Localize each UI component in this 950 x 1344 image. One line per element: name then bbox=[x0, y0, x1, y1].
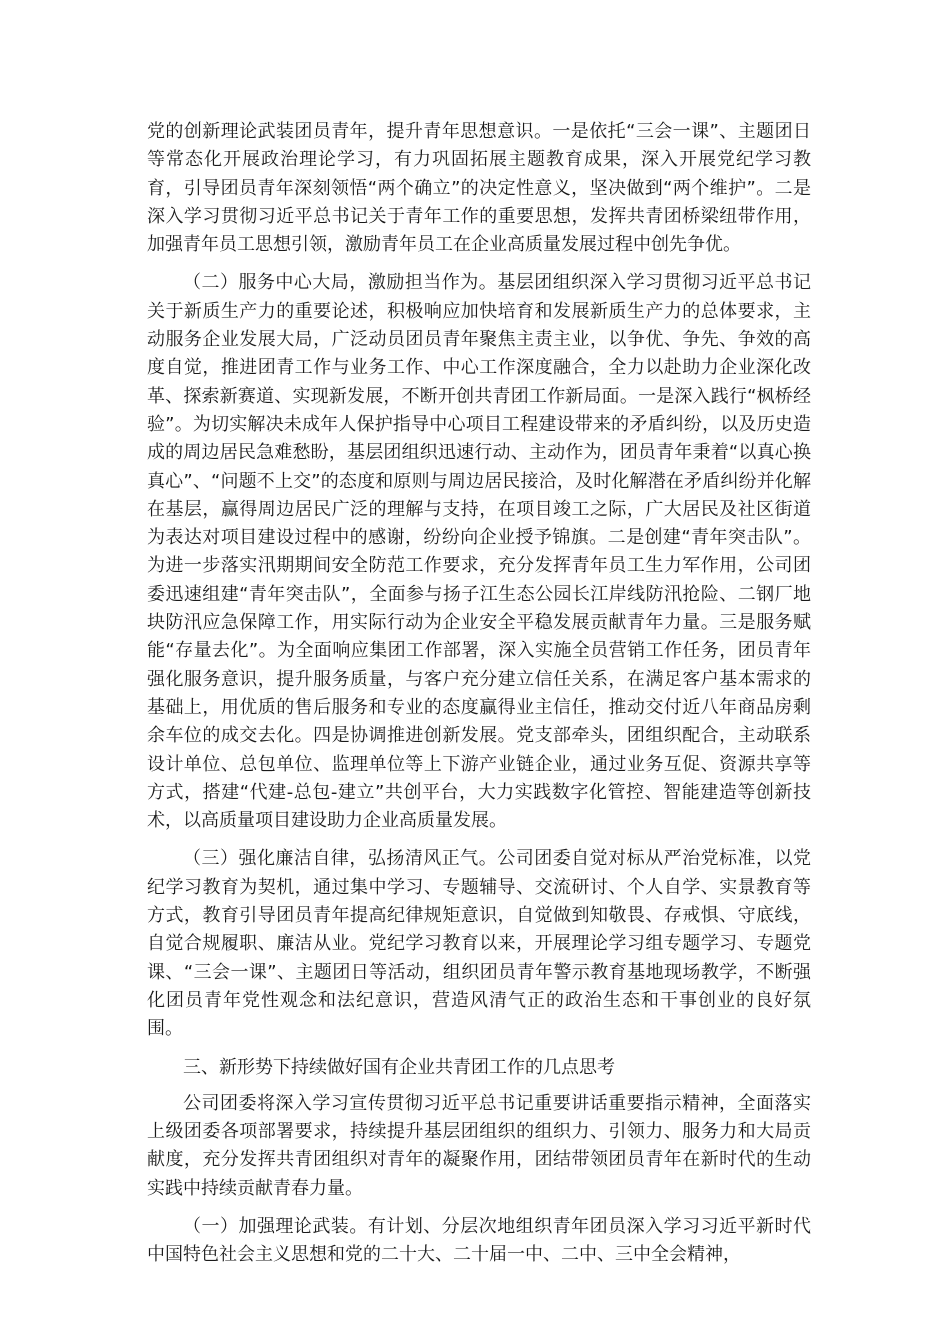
paragraph-continuation: 党的创新理论武装团员青年，提升青年思想意识。一是依托“三会一课”、主题团日等常态化开展政治理论学习，有力巩固拓展主题教育成果，深入开展党纪学习教育，引导团员青年深刻领悟“两个确立”的决定性意义，坚决做到“两个维护”。二是深入学习贯彻习近平总书记关于青年工作的重要思想，发挥共青团桥梁纽带作用，加强青年员工思想引领，激励青年员工在企业高质量发展过程中创先争优。 bbox=[147, 121, 811, 256]
document-body bbox=[147, 118, 811, 1280]
paragraph-section-3-intro: 公司团委将深入学习宣传贯彻习近平总书记重要讲话重要指示精神，全面落实上级团委各项部署要求，持续提升基层团组织的组织力、引领力、服务力和大局贡献度，充分发挥共青团组织对青年的凝聚作用，团结带领团员青年在新时代的生动实践中持续贡献青春力量。 bbox=[147, 1092, 811, 1199]
paragraph-section-2-3: （三）强化廉洁自律，弘扬清风正气。公司团委自觉对标从严治党标准，以党纪学习教育为契机，通过集中学习、专题辅导、交流研讨、个人自学、实景教育等方式，教育引导团员青年提高纪律规矩意识，自觉做到知敬畏、存戒惧、守底线，自觉合规履职、廉洁从业。党纪学习教育以来，开展理论学习组专题学习、专题党课、“三会一课”、主题团日等活动，组织团员青年警示教育基地现场教学，不断强化团员青年党性观念和法纪意识，营造风清气正的政治生态和干事创业的良好氛围。 bbox=[147, 848, 811, 1040]
section-heading-3: 三、新形势下持续做好国有企业共青团工作的几点思考 bbox=[183, 1056, 615, 1078]
paragraph-section-3-1: （一）加强理论武装。有计划、分层次地组织青年团员深入学习习近平新时代中国特色社会主义思想和党的二十大、二十届一中、二中、三中全会精神， bbox=[147, 1215, 811, 1266]
paragraph-section-2-2: （二）服务中心大局，激励担当作为。基层团组织深入学习贯彻习近平总书记关于新质生产力的重要论述，积极响应加快培育和发展新质生产力的总体要求，主动服务企业发展大局，广泛动员团员青年聚焦主责主业，以争优、争先、争效的高度自觉，推进团青工作与业务工作、中心工作深度融合，全力以赴助力企业深化改革、探索新赛道、实现新发展，不断开创共青团工作新局面。一是深入践行“枫桥经验”。为切实解决未成年人保护指导中心项目工程建设带来的矛盾纠纷，以及历史造成的周边居民急难愁盼，基层团组织迅速行动、主动作为，团员青年秉着“以真心换真心”、“问题不上交”的态度和原则与周边居民接洽，及时化解潜在矛盾纠纷并化解在基层，赢得周边居民广泛的理解与支持，在项目竣工之际，广大居民及社区街道为表达对项目建设过程中的感谢，纷纷向企业授予锦旗。二是创建“青年突击队”。为进一步落实汛期期间安全防范工作要求，充分发挥青年员工生力军作用，公司团委迅速组建“青年突击队”，全面参与扬子江生态公园长江岸线防汛抢险、二钢厂地块防汛应急保障工作，用实际行动为企业安全平稳发展贡献青年力量。三是服务赋能“存量去化”。为全面响应集团工作部署，深入实施全员营销工作任务，团员青年强化服务意识，提升服务质量，与客户充分建立信任关系，在满足客户基本需求的基础上，用优质的售后服务和专业的态度赢得业主信任，推动交付近八年商品房剩余车位的成交去化。四是协调推进创新发展。党支部牵头，团组织配合，主动联系设计单位、总包单位、监理单位等上下游产业链企业，通过业务互促、资源共享等方式，搭建“代建-总包-建立”共创平台，大力实践数字化管控、智能建造等创新技术，以高质量项目建设助力企业高质量发展。 bbox=[147, 272, 811, 832]
